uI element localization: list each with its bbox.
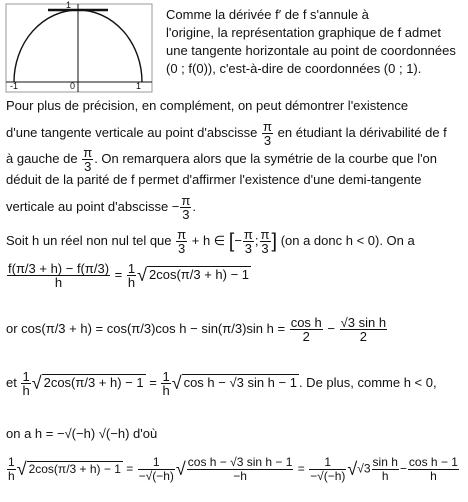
equation-cos-expansion: or cos(π/3 + h) = cos(π/3)cos h − sin(π/3)sin h = $\frac{\text{cos h}}{2}$ − $\frac{\text{√3 sin h}}{2}$	[6, 315, 387, 344]
pi-over-3: $\frac{\pi}{3}$	[263, 119, 273, 148]
graph-label-left: -1	[10, 81, 19, 91]
intro-line-1: Comme la dérivée f′ de f s'annule à	[166, 7, 369, 22]
para-line-3: à gauche de $\frac{\pi}{3}$ . On remarquera alors que la symétrie de la courbe que l'on	[6, 145, 438, 174]
equation-difference-quotient: $\frac{f(\pi/3 + h) - f(\pi/3)}{h}$ = $\frac{1}{h}$ √ 2cos(π/3 + h) − 1	[8, 261, 250, 290]
para-line-1: Pour plus de précision, en complément, on peut démontrer l'existence	[6, 98, 409, 113]
para-line-4: déduit de la parité de f permet d'affirmer l'existence d'une demi-tangente	[6, 172, 422, 187]
graph-label-origin: 0	[70, 81, 76, 91]
intro-line-2: l'origine, la représentation graphique de f admet	[166, 25, 441, 40]
para-line-2: d'une tangente verticale au point d'abscisse $\frac{\pi}{3}$ en étudiant la dérivabilité de f	[6, 119, 447, 148]
pi-over-3: $\frac{\pi}{3}$	[181, 193, 191, 222]
equation-et: et $\frac{1}{h}$ √ 2cos(π/3 + h) − 1 = $\frac{1}{h}$ √ cos h − √3 sin h − 1 . De plus, comme h < 0,	[6, 369, 437, 398]
graph-svg	[4, 2, 154, 94]
pi-over-3: $\frac{\pi}{3}$	[83, 145, 93, 174]
para-line-5: verticale au point d'abscisse − $\frac{\pi}{3}$ .	[6, 193, 196, 222]
intro-line-3: une tangente horizontale au point de coordonnées	[166, 43, 456, 58]
graph-label-right: 1	[136, 81, 142, 91]
intro-line-4: (0 ; f(0)), c'est-à-dire de coordonnées (0 ; 1).	[166, 61, 422, 76]
equation-final: $\frac{1}{h}$ √ 2cos(π/3 + h) − 1 = $\frac{1}{-√(-h)}$ √ $\frac{\text{cos h − √3 sin h − 1}}{-h}$ = $\frac{1}{-√(-h)}$ √√3 $\frac{\text{sin h}}{h}$ − $\frac{\text{cos h − 1}}{h}$	[8, 455, 458, 483]
graph-frame	[6, 4, 152, 92]
line-on-a-h: on a h = −√(−h) √(−h) d'où	[6, 426, 158, 441]
soit-line: Soit h un réel non nul tel que $\frac{\pi}{3}$ + h ∈ [− $\frac{\pi}{3}$ ; $\frac{\pi}{3}$ ] (on a donc h < 0). On a	[6, 227, 415, 256]
function-graph	[4, 2, 154, 94]
graph-label-top: 1	[66, 0, 72, 10]
intro-text	[166, 6, 464, 78]
